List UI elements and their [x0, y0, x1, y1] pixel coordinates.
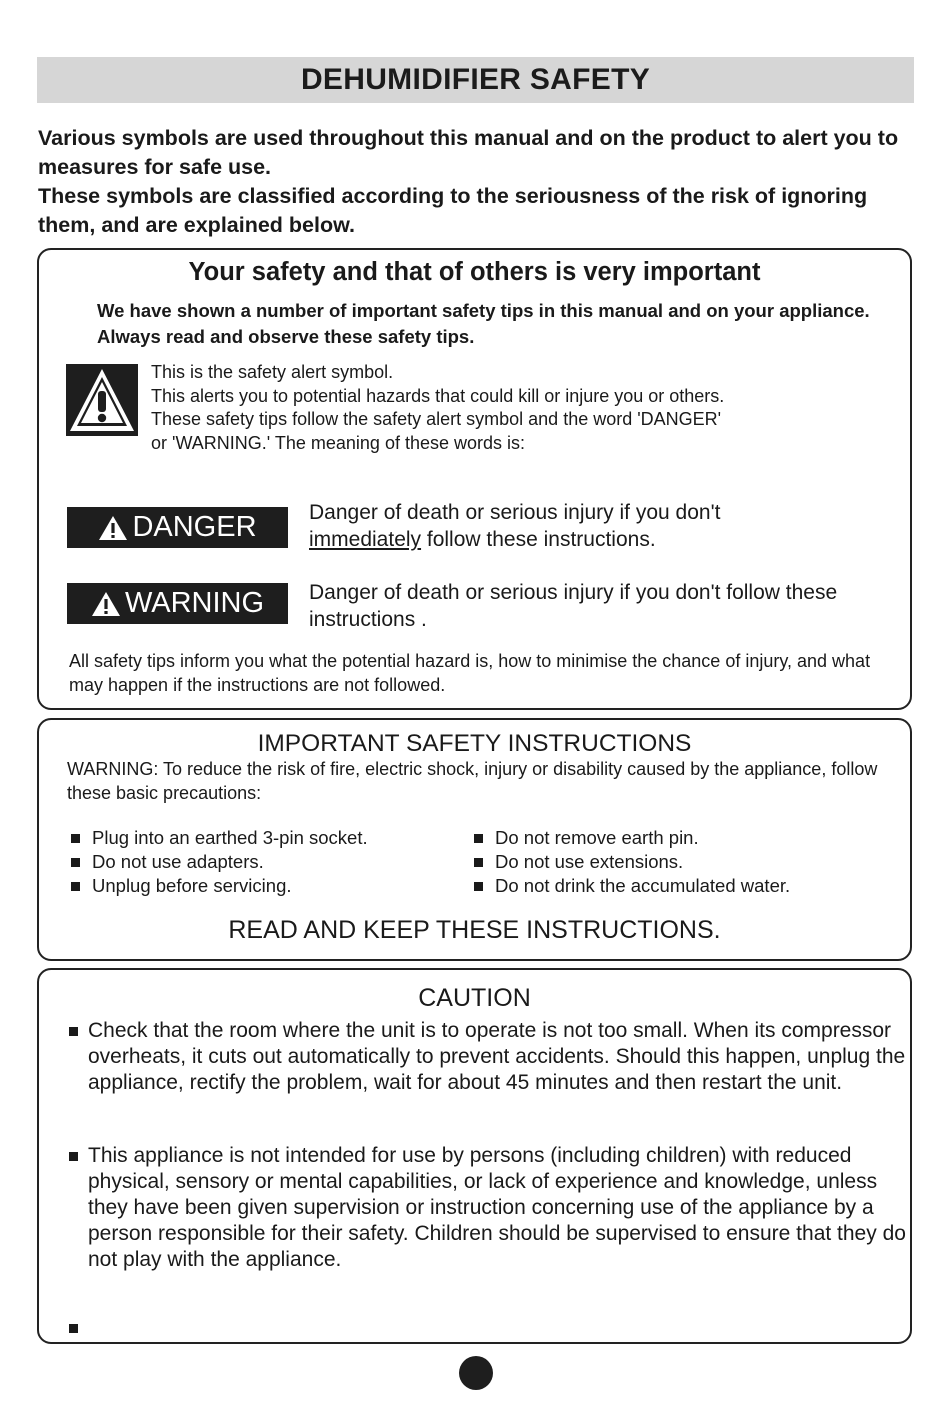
read-keep-instructions: READ AND KEEP THESE INSTRUCTIONS.	[228, 916, 721, 944]
page-title: DEHUMIDIFIER SAFETY	[300, 63, 651, 96]
safety-box-title: Your safety and that of others is very important	[188, 258, 761, 286]
precautions-right-list	[471, 826, 790, 898]
list-item: Do not use adapters.	[68, 850, 368, 874]
square-bullet-icon	[69, 1324, 78, 1333]
warning-triangle-icon	[66, 364, 138, 436]
list-item: Unplug before servicing.	[68, 874, 368, 898]
warning-triangle-icon	[91, 591, 121, 617]
square-bullet-icon	[474, 858, 483, 867]
safety-symbols-box	[37, 248, 912, 710]
page-number-dot-icon	[459, 1356, 493, 1390]
intro	[38, 124, 928, 240]
alert-line: This is the safety alert symbol.	[151, 362, 394, 382]
square-bullet-icon	[69, 1027, 78, 1036]
caution-item	[67, 1315, 907, 1335]
caution-item	[67, 1143, 907, 1273]
list-item: Do not use extensions.	[471, 850, 790, 874]
alert-line: This alerts you to potential hazards that could kill or injure you or others.	[151, 385, 725, 406]
square-bullet-icon	[69, 1152, 78, 1161]
danger-description	[309, 499, 889, 553]
list-item: Do not remove earth pin.	[471, 826, 790, 850]
title-bar	[37, 57, 914, 103]
precautions-left-list	[68, 826, 368, 898]
safety-box-footer: All safety tips inform you what the potential hazard is, how to minimise the chance of injury, and what may happen if the instructions are not followed.	[69, 651, 871, 695]
list-item: Plug into an earthed 3-pin socket.	[68, 826, 368, 850]
danger-word: DANGER	[132, 511, 257, 543]
warning-signal-label	[67, 583, 288, 624]
caution-title: CAUTION	[418, 984, 531, 1012]
intro-line-1: Various symbols are used throughout this manual and on the product to alert you to measures for safe use.	[38, 126, 899, 179]
safety-box-lead: We have shown a number of important safety tips in this manual and on your appliance. Always read and observe these safety tips.	[97, 300, 870, 347]
danger-signal-label	[67, 507, 288, 548]
alert-line: These safety tips follow the safety alert symbol and the word 'DANGER'	[151, 409, 722, 429]
square-bullet-icon	[71, 882, 80, 891]
danger-desc-end: follow these instructions.	[421, 528, 656, 551]
square-bullet-icon	[474, 882, 483, 891]
warning-description: Danger of death or serious injury if you don't follow these instructions .	[309, 581, 838, 631]
alert-line: or 'WARNING.' The meaning of these words is:	[151, 432, 526, 453]
important-instructions-box	[37, 718, 912, 961]
instructions-warning: WARNING: To reduce the risk of fire, electric shock, injury or disability caused by the appliance, follow these basic precautions:	[67, 759, 878, 803]
square-bullet-icon	[71, 834, 80, 843]
warning-word: WARNING	[124, 587, 265, 619]
danger-desc-emphasis: immediately	[309, 528, 422, 551]
square-bullet-icon	[71, 858, 80, 867]
intro-line-2: These symbols are classified according to the seriousness of the risk of ignoring them, and are explained below.	[38, 184, 868, 237]
list-item: Do not drink the accumulated water.	[471, 874, 790, 898]
caution-text: This appliance is not intended for use by persons (including children) with reduced physical, sensory or mental capabilities, or lack of experience and knowledge, unless they have been given supervision or instruction concerning use of the appliance by a person responsible for their safety. Children should be supervised to ensure that they do not play with the appliance.	[88, 1144, 906, 1271]
caution-box	[37, 968, 912, 1344]
instructions-title: IMPORTANT SAFETY INSTRUCTIONS	[257, 730, 692, 757]
caution-item	[67, 1018, 907, 1096]
warning-triangle-icon	[98, 515, 128, 541]
caution-text: Check that the room where the unit is to operate is not too small. When its compressor overheats, it cuts out automatically to prevent accidents. Should this happen, unplug the appliance, rectify the problem, wait for about 45 minutes and then restart the unit.	[88, 1019, 906, 1094]
danger-desc-start: Danger of death or serious injury if you don't	[309, 501, 721, 524]
square-bullet-icon	[474, 834, 483, 843]
alert-symbol-explanation	[151, 361, 891, 455]
